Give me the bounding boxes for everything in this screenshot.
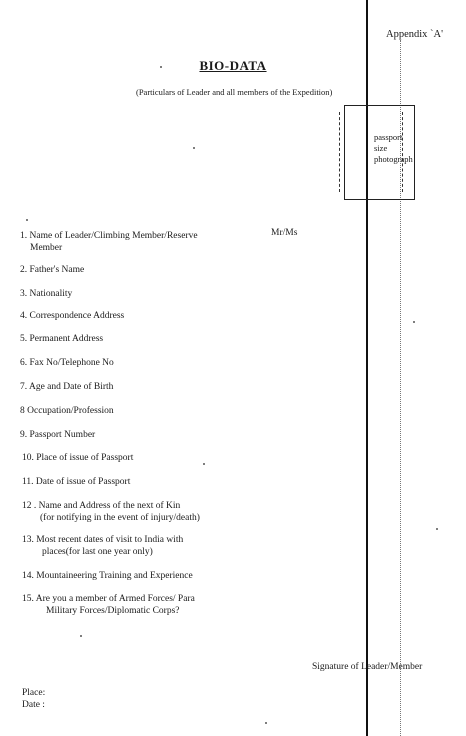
- photo-box-label: passport size photograph: [374, 132, 413, 164]
- field-label: 6. Fax No/Telephone No: [20, 358, 114, 368]
- field-label: 3. Nationality: [20, 289, 73, 299]
- field-nationality: [20, 288, 72, 300]
- field-label: 1. Name of Leader/Climbing Member/Reserve: [20, 231, 198, 241]
- photo-box-dashed-edge: [339, 112, 340, 192]
- field-mountaineering: [22, 570, 193, 582]
- field-label: 8 Occupation/Profession: [20, 406, 114, 416]
- scan-speck: [80, 635, 82, 637]
- scan-speck: [160, 66, 162, 68]
- scan-speck: [193, 147, 195, 149]
- date-label: Date :: [22, 700, 45, 710]
- field-label: 11. Date of issue of Passport: [22, 477, 131, 487]
- place-label: Place:: [22, 688, 46, 698]
- field-label: 13. Most recent dates of visit to India with: [22, 535, 184, 545]
- field-next-of-kin: [22, 500, 200, 524]
- page-subtitle: (Particulars of Leader and all members of the Expedition): [136, 87, 333, 97]
- signature-label: Signature of Leader/Member: [312, 662, 423, 672]
- field-fax-telephone: [20, 357, 114, 369]
- scan-speck: [436, 528, 438, 530]
- field-label: 2. Father's Name: [20, 265, 85, 275]
- scan-speck: [203, 463, 205, 465]
- field-name: [20, 230, 198, 254]
- place-date-block: [22, 687, 45, 711]
- scan-speck: [413, 321, 415, 323]
- field-label: 15. Are you a member of Armed Forces/ Para: [22, 594, 195, 604]
- field-armed-forces: [22, 593, 195, 617]
- field-passport-place: [22, 452, 133, 464]
- field-label-cont: places(for last one year only): [42, 547, 153, 557]
- page-title: BIO-DATA: [199, 58, 267, 73]
- field-label-cont: Member: [30, 243, 63, 253]
- field-label: 14. Mountaineering Training and Experience: [22, 571, 193, 581]
- salutation-label: Mr/Ms: [271, 228, 298, 238]
- field-label: 5. Permanent Address: [20, 334, 104, 344]
- field-fathers-name: [20, 264, 84, 276]
- field-india-visits: [22, 534, 183, 558]
- field-age-dob: [20, 381, 113, 393]
- field-label: 10. Place of issue of Passport: [22, 453, 134, 463]
- field-label: 7. Age and Date of Birth: [20, 382, 114, 392]
- field-passport-date: [22, 476, 130, 488]
- field-correspondence-address: [20, 310, 124, 322]
- field-label: 9. Passport Number: [20, 430, 96, 440]
- field-label-cont: Military Forces/Diplomatic Corps?: [46, 606, 180, 616]
- field-permanent-address: [20, 333, 103, 345]
- scan-speck: [265, 722, 267, 724]
- field-label: 4. Correspondence Address: [20, 311, 125, 321]
- field-occupation: [20, 405, 114, 417]
- field-label-cont: (for notifying in the event of injury/death): [40, 513, 200, 523]
- appendix-label: Appendix `A': [386, 29, 444, 40]
- field-passport-number: [20, 429, 95, 441]
- field-label: 12 . Name and Address of the next of Kin: [22, 501, 181, 511]
- scan-speck: [26, 219, 28, 221]
